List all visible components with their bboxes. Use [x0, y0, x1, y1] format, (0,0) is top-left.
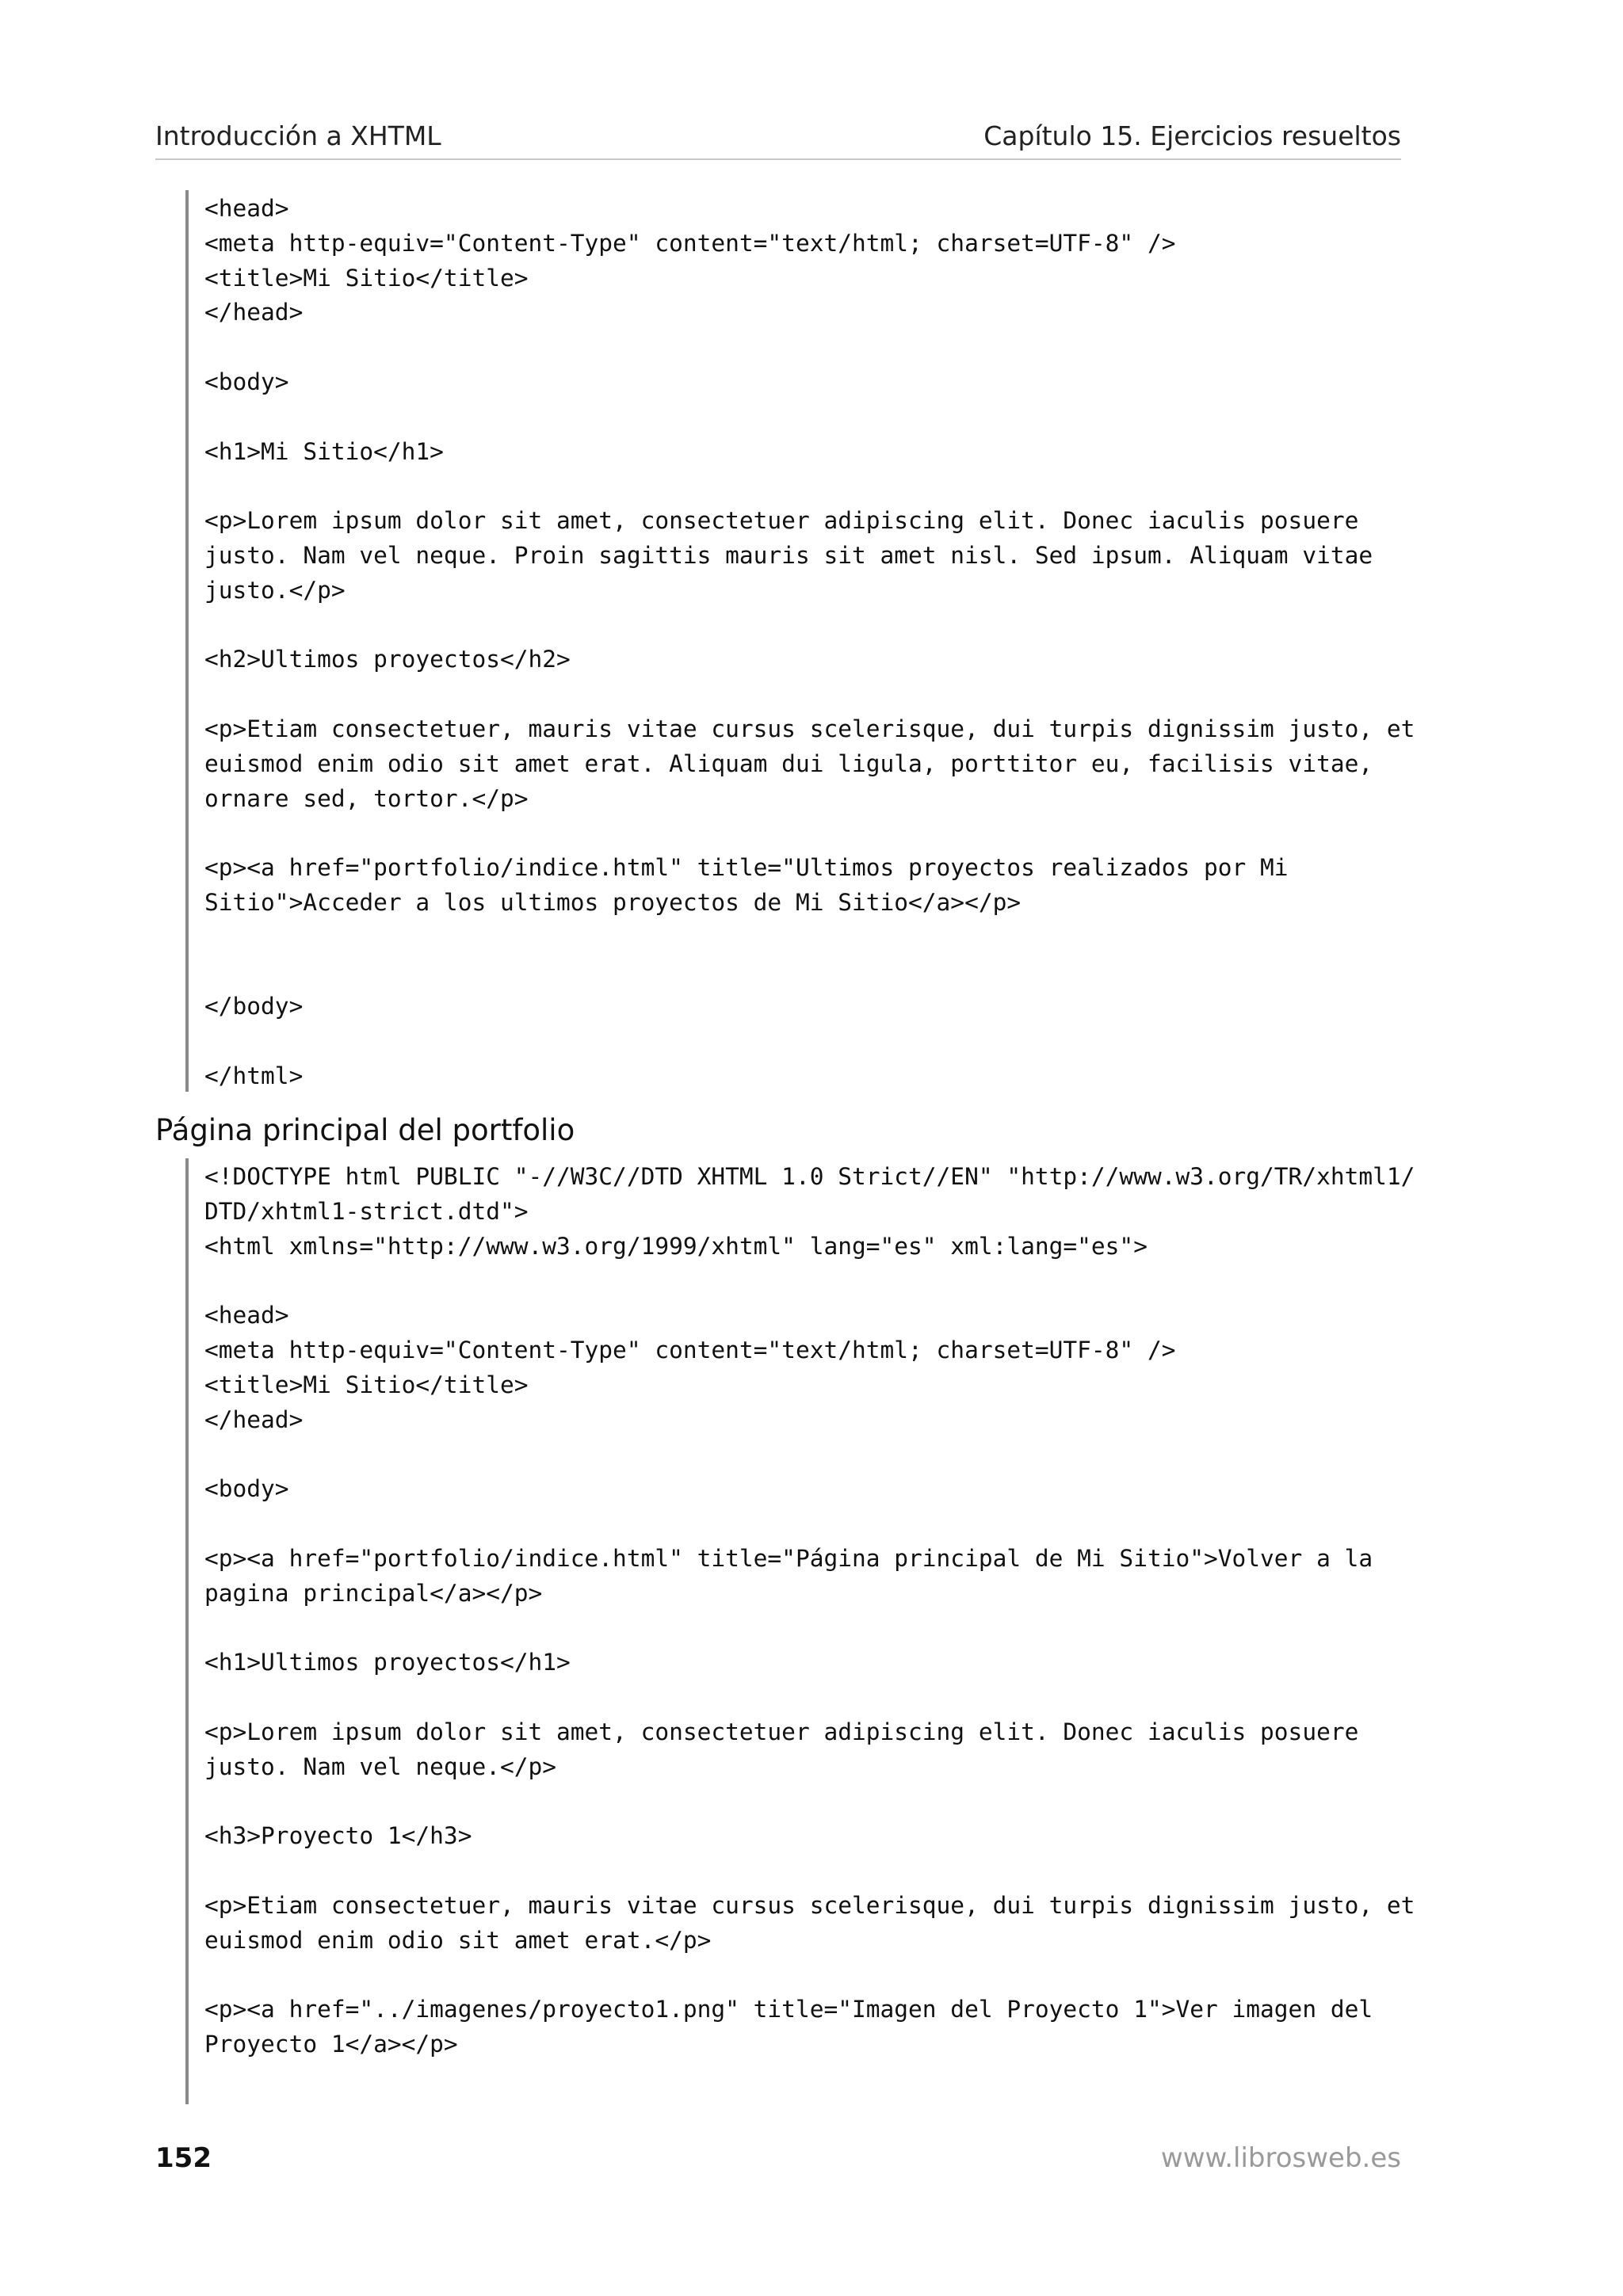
code-listing-1 — [185, 190, 1415, 1092]
code-listing-2-text: <!DOCTYPE html PUBLIC "-//W3C//DTD XHTML 1.0 Strict//EN" "http://www.w3.org/TR/xhtml1/ DTD/xhtml1-strict.dtd"> <html xmlns="http://www.w3.org/1999/xhtml" lang="es" xml:lang="es"> <head> <meta http-equiv="Content-Type" content="text/html; charset=UTF-8" /> <title>Mi Sitio</title> </head> <body> <p><a href="portfolio/indice.html" title="Página principal de Mi Sitio">Volver a la pagina principal</a></p> <h1>Ultimos proyectos</h1> <p>Lorem ipsum dolor sit amet, consectetuer adipiscing elit. Donec iaculis posuere justo. Nam vel neque.</p> <h3>Proyecto 1</h3> <p>Etiam consectetuer, mauris vitae cursus scelerisque, dui turpis dignissim justo, et euismod enim odio sit amet erat.</p> <p><a href="../imagenes/proyecto1.png" title="Imagen del Proyecto 1">Ver imagen del Proyecto 1</a></p> — [204, 1163, 1415, 2058]
section-title: Página principal del portfolio — [155, 1113, 575, 1147]
page-header — [155, 119, 1401, 160]
code-listing-2 — [185, 1158, 1415, 2104]
code-listing-1-text: <head> <meta http-equiv="Content-Type" content="text/html; charset=UTF-8" /> <title>Mi Sitio</title> </head> <body> <h1>Mi Sitio</h1> <p>Lorem ipsum dolor sit amet, consectetuer adipiscing elit. Donec iaculis posuere justo. Nam vel neque. Proin sagittis mauris sit amet nisl. Sed ipsum. Aliquam vitae justo.</p> <h2>Ultimos proyectos</h2> <p>Etiam consectetuer, mauris vitae cursus scelerisque, dui turpis dignissim justo, et euismod enim odio sit amet erat. Aliquam dui ligula, porttitor eu, facilisis vitae, ornare sed, tortor.</p> <p><a href="portfolio/indice.html" title="Ultimos proyectos realizados por Mi Sitio">Acceder a los ultimos proyectos de Mi Sitio</a></p> </body> </html> — [204, 195, 1415, 1089]
chapter-title: Capítulo 15. Ejercicios resueltos — [983, 120, 1401, 151]
page-number: 152 — [155, 2142, 212, 2174]
book-title: Introducción a XHTML — [155, 120, 441, 151]
site-url: www.librosweb.es — [1160, 2142, 1401, 2174]
